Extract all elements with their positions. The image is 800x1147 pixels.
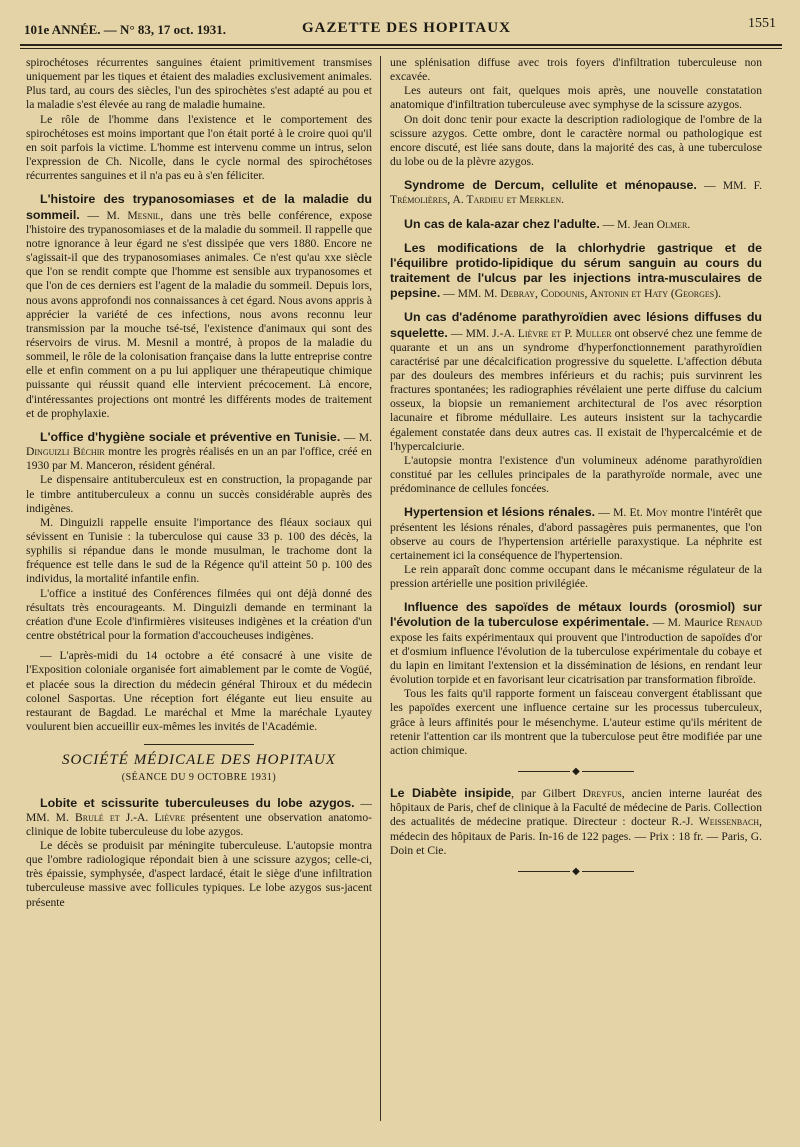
paragraph: Le rein apparaît donc comme occupant dans le mécanisme régulateur de la pression artérielle une position privilégiée.: [390, 563, 762, 591]
paragraph: Le décès se produisit par méningite tuberculeuse. L'autopsie montra que l'ombre radiologique répondait bien à une scissure azygos; celle-ci, très épaissie, symphysée, d'aspect lardacé, était le siège d'une infiltration tuberculeuse massive avec follicules typiques. Le lobe azygos sus-jacent présente: [26, 838, 372, 909]
journal-title: GAZETTE DES HOPITAUX: [302, 20, 511, 36]
paragraph: — L'après-midi du 14 octobre a été consacré à une visite de l'Exposition coloniale organisée fort aimablement par le comte de Vogüé, et placée sous la direction du médecin général Thiroux et du médecin colonel Sasportas. Une réception fort élégante eut lieu ensuite au restaurant de Bagdad. Le maréchal et Mme la maréchale Lyautey voulurent bien accueillir eux-mêmes les invités de l'Académie.: [26, 649, 372, 734]
paragraph: L'autopsie montra l'existence d'un volumineux adénome parathyroïdien constitué par les cellules principales de la parathyroïde normale, avec une prédominance de cellules foncées.: [390, 453, 762, 496]
article-lobite-azygos: Lobite et scissurite tuberculeuses du lobe azygos. — MM. M. Brulé et J.-A. Lièvre présentent une observation anatomo-clinique de lobite tuberculeuse du lobe azygos.: [26, 795, 373, 838]
paragraph: Tous les faits qu'il rapporte forment un faisceau convergent établissant que les papoïdes exercent une influence certaine sur les processus tuberculeux, grâce à leurs affinités pour le mésenchyme. L'auteur estime qu'ils méritent de retenir l'attention car ils montrent que la tuberculose peut être modifiée par une action chimique.: [390, 687, 762, 757]
article-office-hygiene-tunisie: L'office d'hygiène sociale et préventive en Tunisie. — M. Dinguizli Béchir montre les progrès réalisés en un an par l'office, créé en 1930 par M. Manceron, résident général.: [26, 429, 372, 473]
page-header: [22, 8, 782, 42]
book-notice: Le Diabète insipide, par Gilbert Dreyfus, ancien interne lauréat des hôpitaux de Paris, chef de clinique à la Faculté de médecine de Paris. Collection des actualités de médecine pratique. Directeur : docteur R.-J. Weissenbach, médecin des hôpitaux de Paris. In-16 de 122 pages. — Prix : 18 fr. — Paris, G. Doin et Cie.: [390, 786, 762, 857]
article-author: Olmer.: [656, 217, 691, 231]
section-divider: [144, 744, 254, 745]
article-kala-azar: Un cas de kala-azar chez l'adulte. — M. Jean Olmer.: [404, 216, 691, 231]
paragraph: une splénisation diffuse avec trois foyers d'infiltration tuberculeuse non excavée.: [390, 56, 762, 84]
article-histoire-trypanosomiases: L'histoire des trypanosomiases et de la maladie du sommeil. — M. Mesnil, dans une très belle conférence, expose l'histoire des trypanosomiases et de la maladie du sommeil. Il rappelle que notre ignorance à leur égard ne s'est dissipée que vers 1880. Encore ne s'agissait-il que des trypanosomiases animales. Ce n'est qu'au xxe siècle que l'on se rendit compte que l'homme est sensible aux trypanosomes et que l'on de ces derniers est l'agent de la maladie du sommeil. Depuis lors, nous avons approfondi nos connaissances à cet égard. Nous avons appris à apprécier la variété de ces infections, nous avons reconnu leur transmission par la mouche tsé-tsé, l'existence d'animaux qui sont des réservoirs de virus. M. Mesnil a montré, à propos de la maladie du sommeil, le rôle de la colonisation française dans la lutte entreprise contre elle et enfin comment on a pu lui appliquer une thérapeutique chimique puissante qui réussit quand elle intervient précocement. Là encore, d'intéressantes projections ont montré les différents modes de traitement et de prophylaxie.: [26, 192, 372, 420]
article-author: Trémolières, A. Tardieu et Merklen.: [390, 193, 565, 207]
article-author: Dinguizli Béchir: [26, 445, 105, 459]
article-title: Syndrome de Dercum, cellulite et ménopause.: [404, 178, 697, 193]
paragraph: L'office a institué des Conférences filmées qui ont déjà donné des résultats très encourageants. M. Dinguizli demande en terminant la création d'une Ecole d'infirmières visiteuses indigènes et la création d'un centre obstétrical pour la formation d'accoucheuses indigènes.: [26, 586, 372, 643]
article-title: Influence des sapoïdes de métaux lourds (orosmiol) sur l'évolution de la tuberculose expérimentale.: [390, 600, 762, 630]
article-author: Brulé et J.-A. Lièvre: [75, 810, 186, 824]
paragraph: Le dispensaire antituberculeux est en construction, la propagande par le timbre antituberculeux a connu un succès considérable auprès des indigènes.: [26, 473, 372, 515]
article-chlorhydrie-gastrique: Les modifications de la chlorhydrie gastrique et de l'équilibre protido-lipidique du sérum sanguin au cours du traitement de l'ulcus par les injections intra-musculaires de pepsine. — MM. M. Debray, Codounis, Antonin et Haty (Georges).: [390, 240, 762, 301]
issue-line: 101e ANNÉE. — N° 83, 17 oct. 1931.: [24, 22, 226, 37]
column-divider: [380, 56, 381, 1121]
right-column: [390, 56, 762, 886]
article-sapoides-metaux: Influence des sapoïdes de métaux lourds (orosmiol) sur l'évolution de la tuberculose expérimentale. — M. Maurice Renaud expose les faits expérimentaux qui prouvent que l'introduction de sapoïdes d'or et d'osmium influence l'évolution de la tuberculose expérimentale du cobaye et du lapin en limitant l'extension et la dissémination de lésions, en rendant leur évolution torpide et en favorisant leur cicatrisation par transformation fibroïde.: [390, 600, 762, 687]
article-author: Mesnil: [127, 208, 161, 222]
book-author: Dreyfus: [582, 787, 622, 801]
society-heading: SOCIÉTÉ MÉDICALE DES HOPITAUX: [61, 752, 337, 769]
article-title: Un cas d'adénome parathyroïdien avec lésions diffuses du squelette.: [390, 310, 762, 340]
article-syndrome-dercum: Syndrome de Dercum, cellulite et ménopause. — MM. F. Trémolières, A. Tardieu et Merklen.: [390, 178, 762, 207]
header-rule-thin: [20, 48, 782, 49]
left-column: [26, 56, 372, 910]
header-rule: [20, 44, 782, 46]
article-title: Hypertension et lésions rénales.: [404, 505, 596, 520]
article-author: Lièvre et P. Muller: [517, 326, 612, 340]
article-title: Un cas de kala-azar chez l'adulte.: [404, 216, 600, 231]
article-title: Les modifications de la chlorhydrie gastrique et de l'équilibre protido-lipidique du sérum sanguin au cours du traitement de l'ulcus par les injections intra-musculaires de pepsine.: [390, 240, 762, 301]
ornament-divider: ◆: [506, 868, 646, 876]
article-author: Moy: [645, 506, 668, 520]
article-title: L'histoire des trypanosomiases et de la maladie du sommeil.: [26, 192, 372, 222]
paragraph: Le rôle de l'homme dans l'existence et le comportement des spirochétoses est moins important que l'on était porté à le croire quoi qu'il en soit parfois la victime. L'homme est intervenu comme un intrus, selon l'expression de Ch. Nicolle, dans le cycle normal des spirochétoses récurrentes sanguines et il n'a pas eu à s'en féliciter.: [26, 112, 372, 183]
article-author: Debray, Codounis, Antonin et Haty (Georges).: [500, 287, 722, 301]
article-title: Lobite et scissurite tuberculeuses du lobe azygos.: [40, 795, 355, 810]
page-number: 1551: [748, 16, 776, 31]
book-director: Weissenbach: [698, 815, 760, 829]
ornament-divider: ◆: [506, 768, 646, 776]
article-hypertension-lesions-renales: Hypertension et lésions rénales. — M. Et. Moy montre l'intérêt que présentent les lésions rénales, d'abord passagères puis permanentes, que l'on observe au cours de l'hypertension artérielle paraxystique. La néphrite est certainement ici la conséquence de l'hypertension.: [390, 505, 763, 562]
paragraph: spirochétoses récurrentes sanguines étaient primitivement transmises uniquement par les tiques et étaient des maladies exclusivement animales. Plus tard, au cours des siècles, l'un des spirochètes s'est adapté au pou et la maladie s'est élevée au rang de maladie humaine.: [26, 56, 372, 112]
book-title: Le Diabète insipide: [390, 786, 512, 801]
article-adenome-parathyroidien: Un cas d'adénome parathyroïdien avec lésions diffuses du squelette. — MM. J.-A. Lièvre et P. Muller ont observé chez une femme de quarante et un ans un syndrome d'hyperfonctionnement parathyroïdien caractérisé par une décalcification progressive du squelette. L'affection débuta par des douleurs des membres inférieurs et du rachis; puis survinrent les fractures spontanées; les radiographies révélaient une perte diffuse du calcium osseux, la biopsie un remaniement architectural de l'os avec résorption lacunaire et fibrome médullaire. Les auteurs insistent sur la tachycardie également constatée dans deux autres cas. Il existait de l'hypercalcémie et de l'hypercalciurie.: [390, 310, 762, 453]
paragraph: On doit donc tenir pour exacte la description radiologique de l'ombre de la scissure azygos. Cette ombre, dont le caractère normal ou pathologique est encore discuté, est liée sans doute, dans la majorité des cas, à une tuberculose du lobe ou de la plèvre azygos.: [390, 112, 762, 169]
session-date: (SÉANCE DU 9 OCTOBRE 1931): [121, 772, 277, 784]
paragraph: Les auteurs ont fait, quelques mois après, une nouvelle constatation anatomique d'infiltration tuberculeuse avec symphyse de la scissure azygos.: [390, 84, 762, 112]
paragraph: M. Dinguizli rappelle ensuite l'importance des fléaux sociaux qui sévissent en Tunisie : la tuberculose qui cause 33 p. 100 des décès, la syphilis si répandue dans le monde musulman, le trachome dont la fréquence est telle dans le sud de la Régence qu'il atteint 50 p. 100 des individus, la mortalité infantile enfin.: [26, 515, 372, 586]
article-title: L'office d'hygiène sociale et préventive en Tunisie.: [40, 429, 341, 444]
article-author: Renaud: [726, 616, 762, 630]
